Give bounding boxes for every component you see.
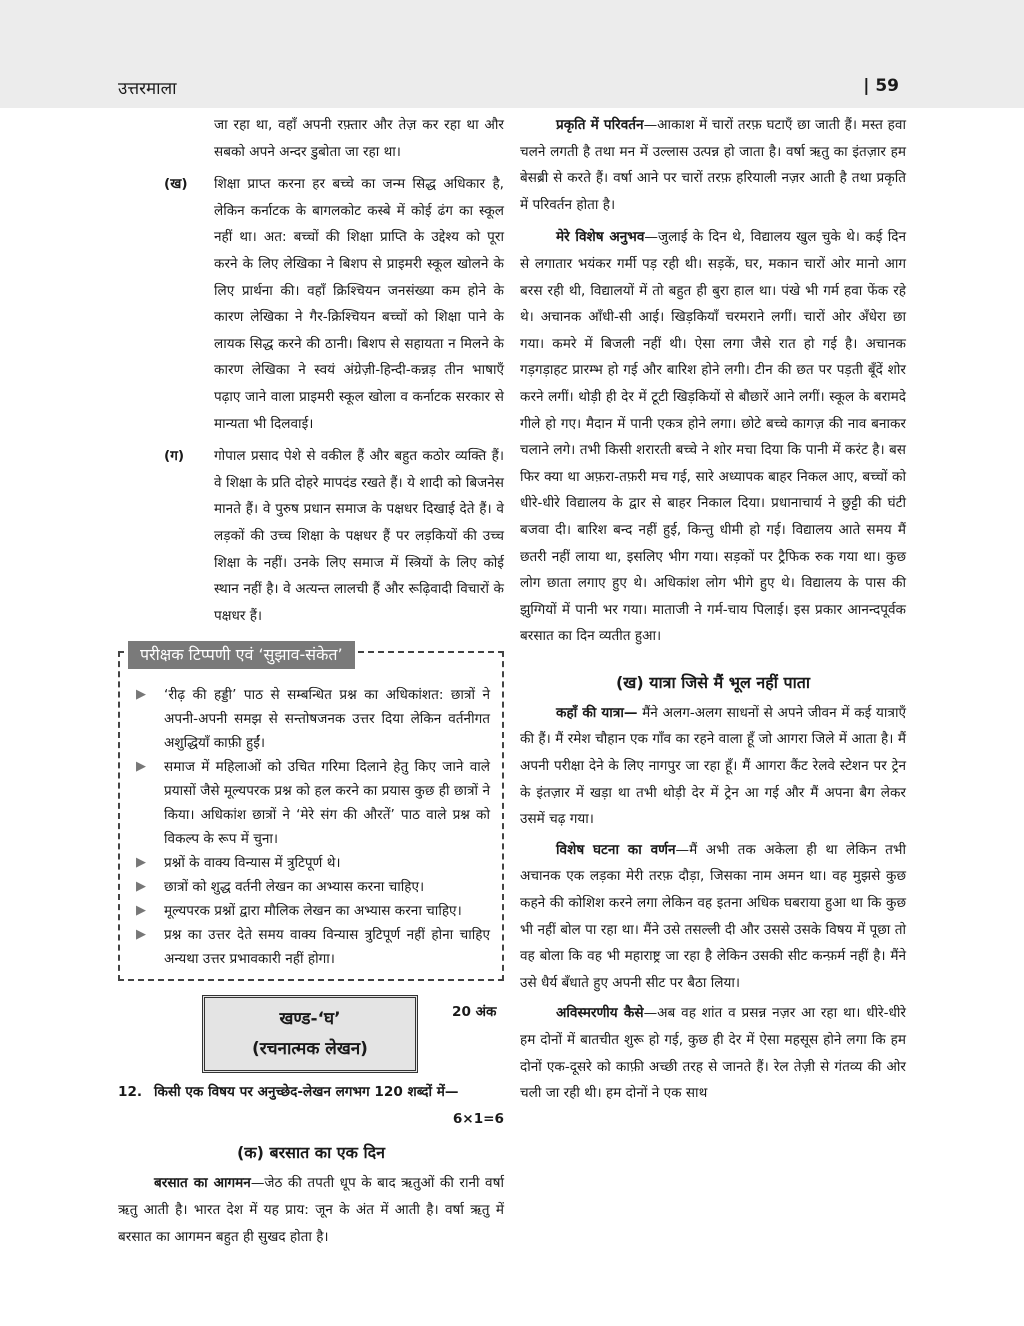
notes-list xyxy=(134,683,490,971)
question-number: 12. xyxy=(118,1084,143,1101)
notes-title: परीक्षक टिप्पणी एवं ‘सुझाव-संकेत’ xyxy=(128,641,355,669)
arrow-bullet-icon: ▶ xyxy=(136,903,146,919)
paragraph-lead: बरसात का आगमन xyxy=(154,1175,251,1192)
section-heading xyxy=(118,995,504,1073)
list-item: ▶ प्रश्नों के वाक्य विन्यास में त्रुटिपूर्ण थे। xyxy=(134,851,490,875)
section-subtitle: (रचनात्मक लेखन) xyxy=(252,1039,368,1060)
book-title: उत्तरमाला xyxy=(118,79,177,99)
section-title: खण्ड-‘घ’ xyxy=(279,1009,341,1030)
arrow-bullet-icon: ▶ xyxy=(136,759,146,775)
question-marks: 6×1=6 xyxy=(452,1110,504,1127)
left-column xyxy=(118,112,504,1250)
paragraph: अविस्मरणीय कैसे—अब वह शांत व प्रसन्न नज़र आ रहा था। धीरे-धीरे हम दोनों में बातचीत शुरू हो गई, कुछ ही देर में ऐसा महसूस होने लगा कि हम दोनों एक-दूसरे को काफ़ी अच्छी तरह से जानते हैं। रेल तेज़ी से गंतव्य की ओर चली जा रही थी। हम दोनों ने एक साथ xyxy=(520,1005,906,1102)
paragraph-lead: प्रकृति में परिवर्तन xyxy=(556,117,644,133)
list-item: ▶ ‘रीढ़ की हड्डी’ पाठ से सम्बन्धित प्रश्न का अधिकांशत: छात्रों ने अपनी-अपनी समझ से सन्तोषजनक उत्तर दिया लेकिन वर्तनीगत अशुद्धियाँ काफ़ी हुईं। xyxy=(134,683,490,755)
continued-paragraph: जा रहा था, वहाँ अपनी रफ़्तार और तेज़ कर रहा था और सबको अपने अन्दर डुबोता जा रहा था। xyxy=(214,117,504,160)
arrow-bullet-icon: ▶ xyxy=(136,927,146,943)
arrow-bullet-icon: ▶ xyxy=(136,879,146,895)
right-column xyxy=(520,112,906,1107)
answer-text: गोपाल प्रसाद पेशे से वकील हैं और बहुत कठोर व्यक्ति हैं। वे शिक्षा के प्रति दोहरे मापदंड रखते हैं। ये शादी को बिजनेस मानते हैं। वे पुरुष प्रधान समाज के पक्षधर दिखाई देते हैं। वे लड़कों की उच्च शिक्षा के पक्षधर हैं पर लड़कियों की उच्च शिक्षा के नहीं। उनके लिए समाज में स्त्रियों के लिए कोई स्थान नहीं है। वे अत्यन्त लालची हैं और रूढ़िवादी विचारों के पक्षधर हैं। xyxy=(214,448,504,624)
paragraph-lead: मेरे विशेष अनुभव xyxy=(556,229,645,246)
paragraph: प्रकृति में परिवर्तन—आकाश में चारों तरफ़ घटाएँ छा जाती हैं। मस्त हवा चलने लगती है तथा मन में उल्लास उत्पन्न हो जाता है। वर्षा ऋतु का इंतज़ार हम बेसब्री से करते हैं। वर्षा आने पर चारों तरफ़ हरियाली नज़र आती है तथा प्रकृति में परिवर्तन होता है। xyxy=(520,117,906,213)
answer-marker: (ख) xyxy=(164,176,188,193)
list-item: ▶ मूल्यपरक प्रश्नों द्वारा मौलिक लेखन का अभ्यास करना चाहिए। xyxy=(134,899,490,923)
paragraph: विशेष घटना का वर्णन—मैं अभी तक अकेला ही था लेकिन तभी अचानक एक लड़का मेरी तरफ़ दौड़ा, जिसका नाम अमन था। वह मुझसे कुछ कहने की कोशिश करने लगा लेकिन वह इतना अधिक घबराया हुआ था कि कुछ भी नहीं बोल पा रहा था। मैंने उसे तसल्ली दी और उससे उसके विषय में पूछा तो वह बोला कि वह भी महाराष्ट्र जा रहा है लेकिन उसकी सीट कन्फ़र्म नहीं है। मैंने उसे धैर्य बँधाते हुए अपनी सीट पर बैठा लिया। xyxy=(520,841,906,991)
paragraph: कहाँ की यात्रा— मैंने अलग-अलग साधनों से अपने जीवन में कई यात्राएँ की हैं। मैं रमेश चौहान एक गाँव का रहने वाला हूँ जो आगरा जिले में आता है। मैं अपनी परीक्षा देने के लिए नागपुर जा रहा हूँ। मैं आगरा कैंट रेलवे स्टेशन पर ट्रेन के इंतज़ार में खड़ा था तभी थोड़ी देर में ट्रेन आ गई और मैं अपना बैग लेकर उसमें चढ़ गया। xyxy=(520,704,906,828)
question-12 xyxy=(118,1079,504,1132)
arrow-bullet-icon: ▶ xyxy=(136,855,146,871)
paragraph-lead: कहाँ की यात्रा— xyxy=(556,704,638,721)
paragraph: मेरे विशेष अनुभव—जुलाई के दिन थे, विद्यालय खुल चुके थे। कई दिन से लगातार भयंकर गर्मी पड़ रही थी। सड़कें, घर, मकान चारों ओर मानो आग बरस रही थी, विद्यालयों में तो बहुत ही बुरा हाल था। पंखे भी गर्म हवा फेंक रहे थे। अचानक आँधी-सी आई। खिड़कियाँ चरमराने लगीं। चारों ओर अँधेरा छा गया। कमरे में बिजली नहीं थी। ऐसा लगा जैसे रात हो गई है। अचानक गड़गड़ाहट प्रारम्भ हो गई और बारिश होने लगी। टीन की छत पर पड़ती बूँदें शोर करने लगीं। थोड़ी ही देर में टूटी खिड़कियों से बौछारें आने लगीं। स्कूल के बरामदे गीले हो गए। मैदान में पानी एकत्र होने लगा। छोटे बच्चे कागज़ की नाव बनाकर चलाने लगे। तभी किसी शरारती बच्चे ने शोर मचा दिया कि पानी में करंट है। बस फिर क्या था अफ़रा-तफ़री मच गई, सारे अध्यापक बाहर निकल आए, बच्चों को धीरे-धीरे विद्यालय के द्वार से बाहर निकाल दिया। प्रधानाचार्य ने छुट्टी की घंटी बजवा दी। बारिश बन्द नहीं हुई, किन्तु धीमी हो गई। विद्यालय आते समय मैं छतरी नहीं लाया था, इसलिए भीग गया। सड़कों पर ट्रैफिक रुक गया था। कुछ लोग छाता लगाए हुए थे। अधिकांश लोग भीगे हुए थे। विद्यालय के पास की झुग्गियों में पानी भर गया। माताजी ने गर्म-चाय पिलाई। इस प्रकार आनन्दपूर्वक बरसात का दिन व्यतीत हुआ। xyxy=(520,229,906,645)
section-marks: 20 अंक xyxy=(452,1004,497,1021)
list-item: ▶ समाज में महिलाओं को उचित गरिमा दिलाने हेतु किए जाने वाले प्रयासों जैसे मूल्यपरक प्रश्न को हल करने का प्रयास कुछ ही छात्रों ने किया। अधिकांश छात्रों ने ‘मेरे संग की औरतें’ पाठ वाले प्रश्न को विकल्प के रूप में चुना। xyxy=(134,755,490,851)
answer-marker: (ग) xyxy=(164,448,185,465)
list-item: ▶ छात्रों को शुद्ध वर्तनी लेखन का अभ्यास करना चाहिए। xyxy=(134,875,490,899)
list-item: ▶ प्रश्न का उत्तर देते समय वाक्य विन्यास त्रुटिपूर्ण नहीं होना चाहिए अन्यथा उत्तर प्रभावकारी नहीं होगा। xyxy=(134,923,490,971)
answer-text: शिक्षा प्राप्त करना हर बच्चे का जन्म सिद्ध अधिकार है, लेकिन कर्नाटक के बागलकोट कस्बे में कोई ढंग का स्कूल नहीं था। अत: बच्चों की शिक्षा प्राप्ति के उद्देश्य को पूरा करने के लिए लेखिका ने बिशप से प्राइमरी स्कूल खोलने के लिए प्रार्थना की। वहाँ क्रिश्चियन जनसंख्या कम होने के कारण लेखिका ने गैर-क्रिश्चियन बच्चों को शिक्षा पाने के लायक सिद्ध करने की ठानी। बिशप से सहायता न मिलने के कारण लेखिका ने स्वयं अंग्रेज़ी-हिन्दी-कन्नड़ तीन भाषाएँ पढ़ाए जाने वाला प्राइमरी स्कूल खोला व कर्नाटक सरकार से मान्यता भी दिलवाई। xyxy=(214,176,504,432)
question-text: किसी एक विषय पर अनुच्छेद-लेखन लगभग 120 शब्दों में— xyxy=(154,1084,459,1101)
paragraph-lead: अविस्मरणीय कैसे xyxy=(556,1005,644,1022)
paragraph: बरसात का आगमन—जेठ की तपती धूप के बाद ऋतुओं की रानी वर्षा ऋतु आती है। भारत देश में यह प्राय: जून के अंत में आती है। वर्षा ऋतु में बरसात का आगमन बहुत ही सुखद होता है। xyxy=(118,1175,504,1245)
paragraph-lead: विशेष घटना का वर्णन xyxy=(556,841,676,858)
arrow-bullet-icon: ▶ xyxy=(136,687,146,703)
subheading-kha: (ख) यात्रा जिसे मैं भूल नहीं पाता xyxy=(615,672,811,692)
answer-kha xyxy=(118,171,504,437)
section-box xyxy=(202,995,418,1073)
subheading-ka: (क) बरसात का एक दिन xyxy=(236,1143,386,1163)
answer-ga xyxy=(118,443,504,629)
examiner-notes-box xyxy=(118,645,504,981)
page-number: | 59 xyxy=(863,76,899,96)
